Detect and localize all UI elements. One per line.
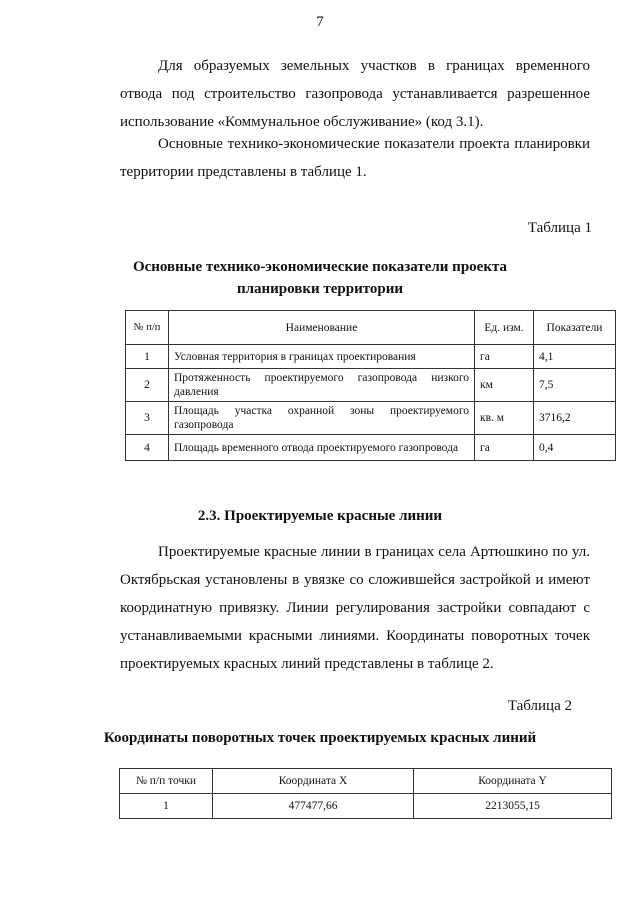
paragraph-land-use: Для образуемых земельных участков в границах временного отвода под строительство газопровода устанавливается разрешенное использование «Коммунальное обслуживание» (код 3.1).: [120, 58, 590, 130]
row-name: Площадь временного отвода проектируемого газопровода: [169, 435, 475, 461]
paragraph-indicators-intro: Основные технико-экономические показатели проекта планировки территории представлены в таблице 1.: [120, 136, 590, 180]
point-y: 2213055,15: [414, 794, 612, 819]
row-num: 3: [126, 402, 169, 435]
table2-label: Таблица 2: [507, 698, 572, 714]
table1-title-line2: планировки территории: [236, 281, 404, 297]
header-coord-y: Координата Y: [414, 769, 612, 794]
header-value: Показатели: [534, 311, 616, 345]
table-row: [126, 402, 616, 435]
row-name: Условная территория в границах проектирования: [169, 345, 475, 369]
row-num: 2: [126, 369, 169, 402]
table1-title: [0, 256, 640, 300]
point-x: 477477,66: [213, 794, 414, 819]
header-num: № п/п: [126, 311, 169, 345]
row-unit: км: [475, 369, 534, 402]
row-num: 1: [126, 345, 169, 369]
row-value: 4,1: [534, 345, 616, 369]
coordinates-table: [119, 768, 612, 819]
section-title: 2.3. Проектируемые красные линии: [197, 508, 443, 524]
header-coord-x: Координата X: [213, 769, 414, 794]
row-num: 4: [126, 435, 169, 461]
table-header-row: [126, 311, 616, 345]
indicators-table: [125, 310, 616, 461]
header-name: Наименование: [169, 311, 475, 345]
table-header-row: [120, 769, 612, 794]
table-row: [126, 345, 616, 369]
table1-title-line1: Основные технико-экономические показатели проекта: [132, 259, 508, 275]
table1-label: Таблица 1: [527, 220, 592, 236]
row-unit: га: [475, 435, 534, 461]
table-row: [126, 435, 616, 461]
paragraph-red-lines: Проектируемые красные линии в границах села Артюшкино по ул. Октябрьская установлены в увязке со сложившейся застройкой и имеют координатную привязку. Линии регулирования застройки совпадают с устанавливаемыми красными линиями. Координаты поворотных точек проектируемых красных линий представлены в таблице 2.: [120, 544, 590, 672]
row-unit: кв. м: [475, 402, 534, 435]
row-value: 3716,2: [534, 402, 616, 435]
row-unit: га: [475, 345, 534, 369]
table2-title: Координаты поворотных точек проектируемых красных линий: [103, 730, 537, 746]
point-num: 1: [120, 794, 213, 819]
table-row: [126, 369, 616, 402]
row-name: Площадь участка охранной зоны проектируемого газопровода: [169, 402, 475, 435]
row-value: 0,4: [534, 435, 616, 461]
table-row: [120, 794, 612, 819]
row-name: Протяженность проектируемого газопровода низкого давления: [169, 369, 475, 402]
page-number: 7: [316, 14, 324, 30]
row-value: 7,5: [534, 369, 616, 402]
header-unit: Ед. изм.: [475, 311, 534, 345]
header-point-num: № п/п точки: [120, 769, 213, 794]
